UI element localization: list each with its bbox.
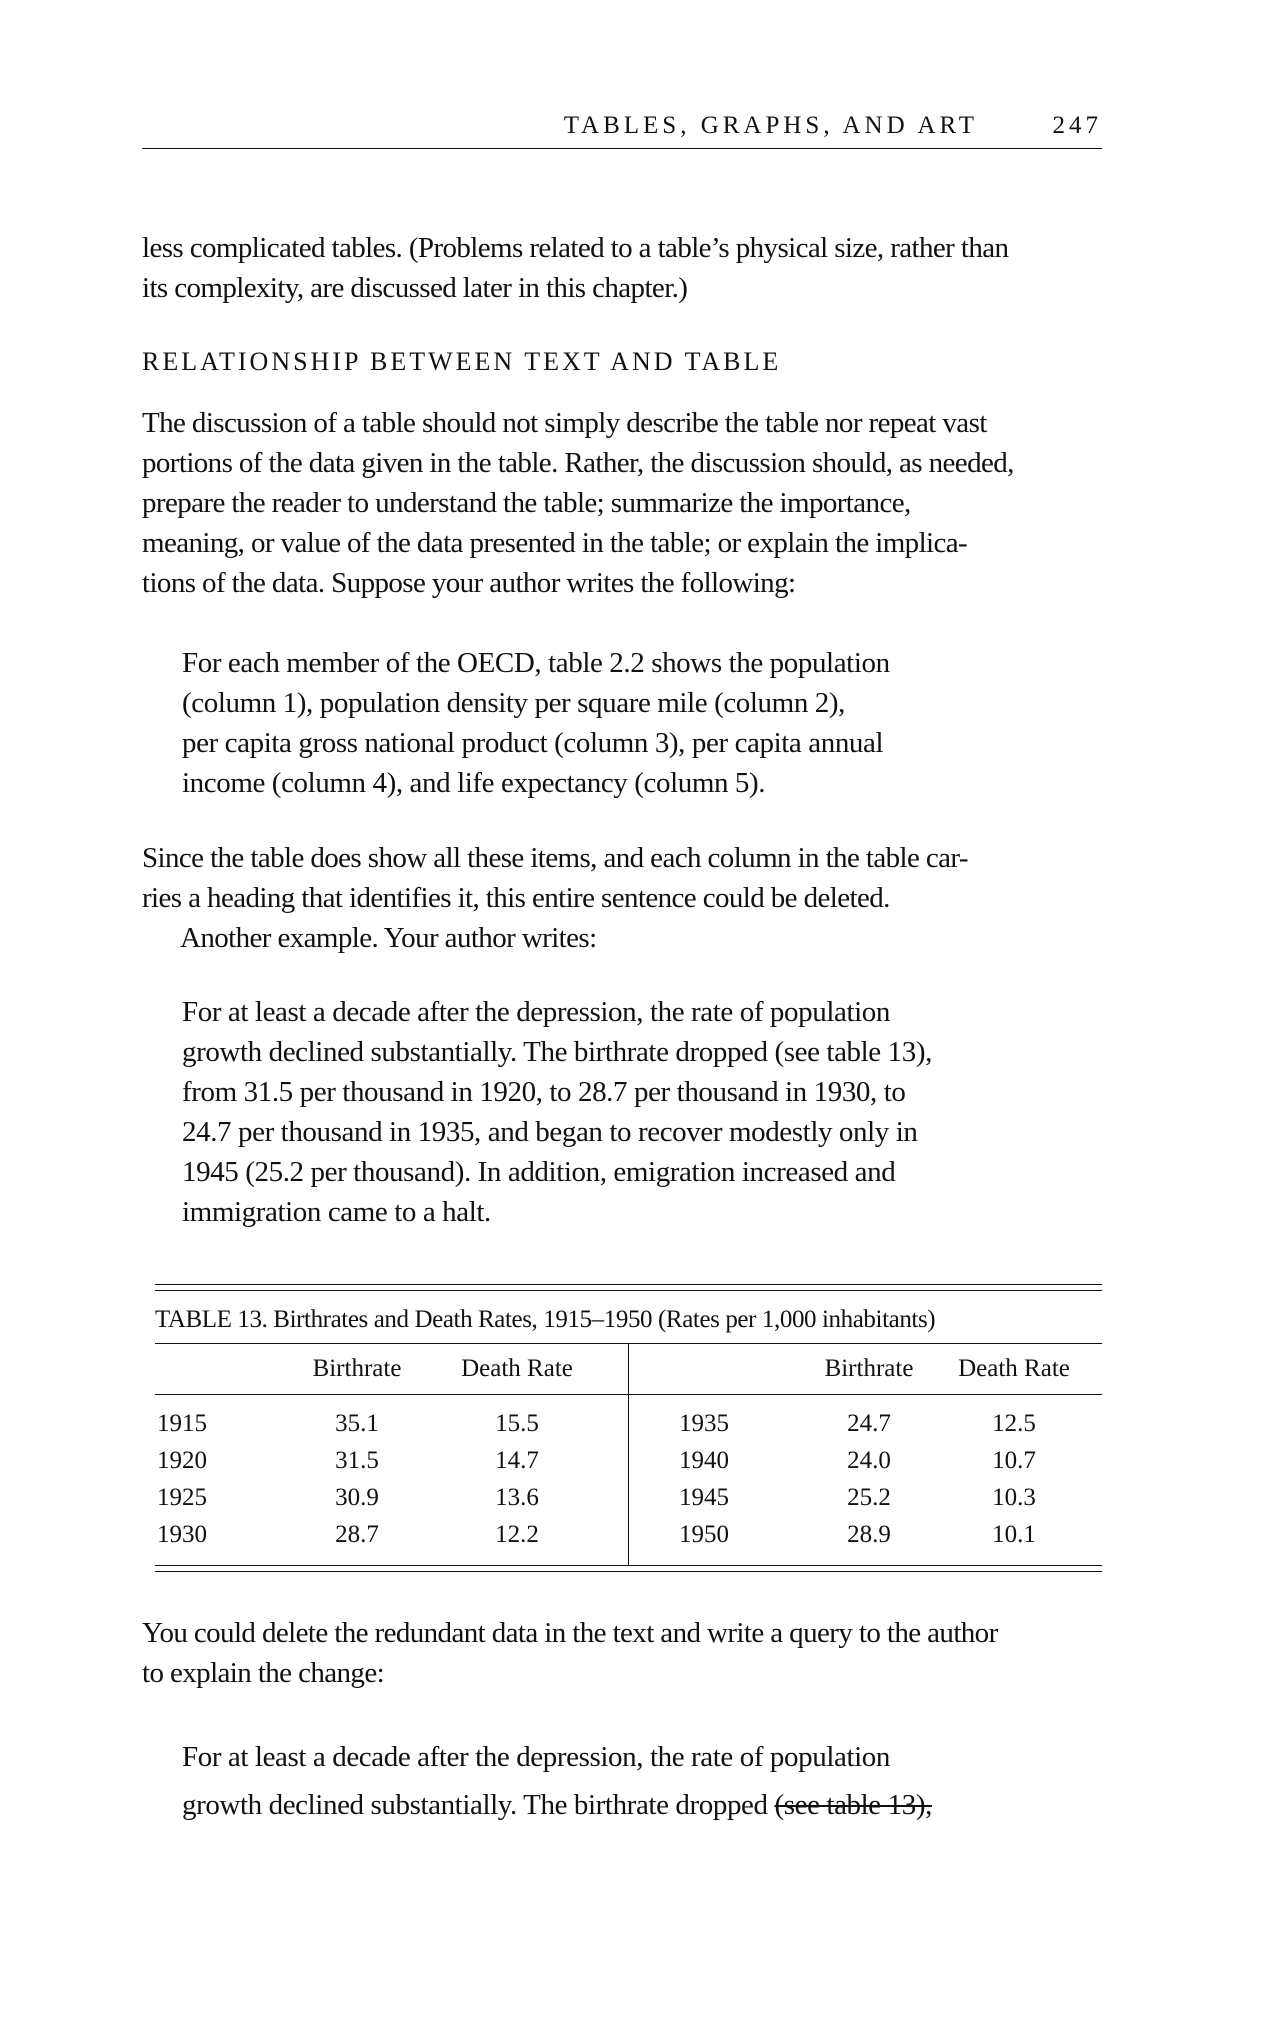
cell-birthrate: 24.0 <box>847 1447 891 1474</box>
table-13 <box>155 1284 1102 1572</box>
quote-line: income (column 4), and life expectancy (column 5). <box>182 767 766 799</box>
running-head <box>142 108 1102 149</box>
block-quote-oecd <box>182 643 1082 803</box>
table-row <box>155 1479 628 1516</box>
table-top-rule <box>155 1284 1102 1291</box>
cell-year: 1915 <box>157 1410 207 1437</box>
table-row <box>629 1442 1102 1479</box>
table-left-half <box>155 1344 629 1565</box>
cell-birthrate: 35.1 <box>335 1410 379 1437</box>
text-line: prepare the reader to understand the table; summarize the importance, <box>142 487 911 519</box>
table-bottom-rule <box>155 1565 1102 1572</box>
cell-birthrate: 28.9 <box>847 1521 891 1548</box>
quote-line: per capita gross national product (column 3), per capita annual <box>182 727 884 759</box>
paragraph-since <box>142 838 1102 958</box>
cell-year: 1950 <box>679 1521 729 1548</box>
section-heading: RELATIONSHIP BETWEEN TEXT AND TABLE <box>142 347 782 376</box>
cell-birthrate: 28.7 <box>335 1521 379 1548</box>
table-row <box>155 1442 628 1479</box>
table-header-row <box>629 1344 1102 1395</box>
text-line: to explain the change: <box>142 1657 385 1689</box>
paragraph-query <box>142 1613 1102 1693</box>
cell-deathrate: 14.7 <box>495 1447 539 1474</box>
cell-birthrate: 25.2 <box>847 1484 891 1511</box>
table-row <box>629 1479 1102 1516</box>
text-line: ries a heading that identifies it, this entire sentence could be deleted. <box>142 882 890 914</box>
column-header-deathrate: Death Rate <box>958 1355 1070 1382</box>
cell-deathrate: 10.3 <box>992 1484 1036 1511</box>
paragraph-discussion <box>142 403 1102 603</box>
quote-line-edited <box>182 1781 1082 1829</box>
text-line: tions of the data. Suppose your author writes the following: <box>142 567 796 599</box>
block-quote-edited <box>182 1733 1082 1829</box>
text-line: You could delete the redundant data in the text and write a query to the author <box>142 1617 998 1649</box>
text-line: portions of the data given in the table. Rather, the discussion should, as needed, <box>142 447 1014 479</box>
column-header-birthrate: Birthrate <box>824 1355 914 1382</box>
quote-line: (column 1), population density per square mile (column 2), <box>182 687 845 719</box>
table-caption: TABLE 13. Birthrates and Death Rates, 1915–1950 (Rates per 1,000 inhabitants) <box>155 1306 936 1333</box>
table-row <box>629 1405 1102 1442</box>
column-header-deathrate: Death Rate <box>461 1355 573 1382</box>
table-body <box>155 1343 1102 1565</box>
table-row <box>155 1516 628 1553</box>
paragraph-continuation <box>142 228 1102 308</box>
cell-year: 1925 <box>157 1484 207 1511</box>
table-header-row <box>155 1344 628 1395</box>
cell-deathrate: 15.5 <box>495 1410 539 1437</box>
quote-line: 24.7 per thousand in 1935, and began to recover modestly only in <box>182 1116 918 1148</box>
quote-line: growth declined substantially. The birthrate dropped (see table 13), <box>182 1036 932 1068</box>
table-row <box>629 1516 1102 1553</box>
text-line: its complexity, are discussed later in this chapter.) <box>142 272 688 304</box>
column-header-birthrate: Birthrate <box>312 1355 402 1382</box>
text-line: The discussion of a table should not simply describe the table nor repeat vast <box>142 407 987 439</box>
quote-line: For at least a decade after the depression, the rate of population <box>182 996 890 1028</box>
quote-line: 1945 (25.2 per thousand). In addition, emigration increased and <box>182 1156 896 1188</box>
quote-line: For at least a decade after the depression, the rate of population <box>182 1741 890 1773</box>
text-line: less complicated tables. (Problems related to a table’s physical size, rather than <box>142 232 1009 264</box>
quote-text: growth declined substantially. The birthrate dropped <box>182 1789 775 1821</box>
table-row <box>155 1405 628 1442</box>
cell-year: 1920 <box>157 1447 207 1474</box>
cell-birthrate: 24.7 <box>847 1410 891 1437</box>
table-right-half <box>629 1344 1102 1565</box>
cell-deathrate: 12.5 <box>992 1410 1036 1437</box>
cell-birthrate: 31.5 <box>335 1447 379 1474</box>
cell-year: 1940 <box>679 1447 729 1474</box>
text-line: meaning, or value of the data presented in the table; or explain the implica- <box>142 527 968 559</box>
cell-deathrate: 10.7 <box>992 1447 1036 1474</box>
quote-line: immigration came to a halt. <box>182 1196 491 1228</box>
cell-year: 1930 <box>157 1521 207 1548</box>
cell-birthrate: 30.9 <box>335 1484 379 1511</box>
quote-line: from 31.5 per thousand in 1920, to 28.7 per thousand in 1930, to <box>182 1076 906 1108</box>
running-head-title: TABLES, GRAPHS, AND ART <box>563 112 978 139</box>
cell-deathrate: 13.6 <box>495 1484 539 1511</box>
cell-deathrate: 10.1 <box>992 1521 1036 1548</box>
cell-year: 1935 <box>679 1410 729 1437</box>
page-number: 247 <box>1052 112 1102 139</box>
cell-deathrate: 12.2 <box>495 1521 539 1548</box>
struck-text: (see table 13), <box>774 1789 932 1821</box>
block-quote-depression <box>182 992 1082 1232</box>
text-line: Another example. Your author writes: <box>180 922 597 954</box>
text-line: Since the table does show all these items, and each column in the table car- <box>142 842 968 874</box>
cell-year: 1945 <box>679 1484 729 1511</box>
quote-line: For each member of the OECD, table 2.2 shows the population <box>182 647 890 679</box>
